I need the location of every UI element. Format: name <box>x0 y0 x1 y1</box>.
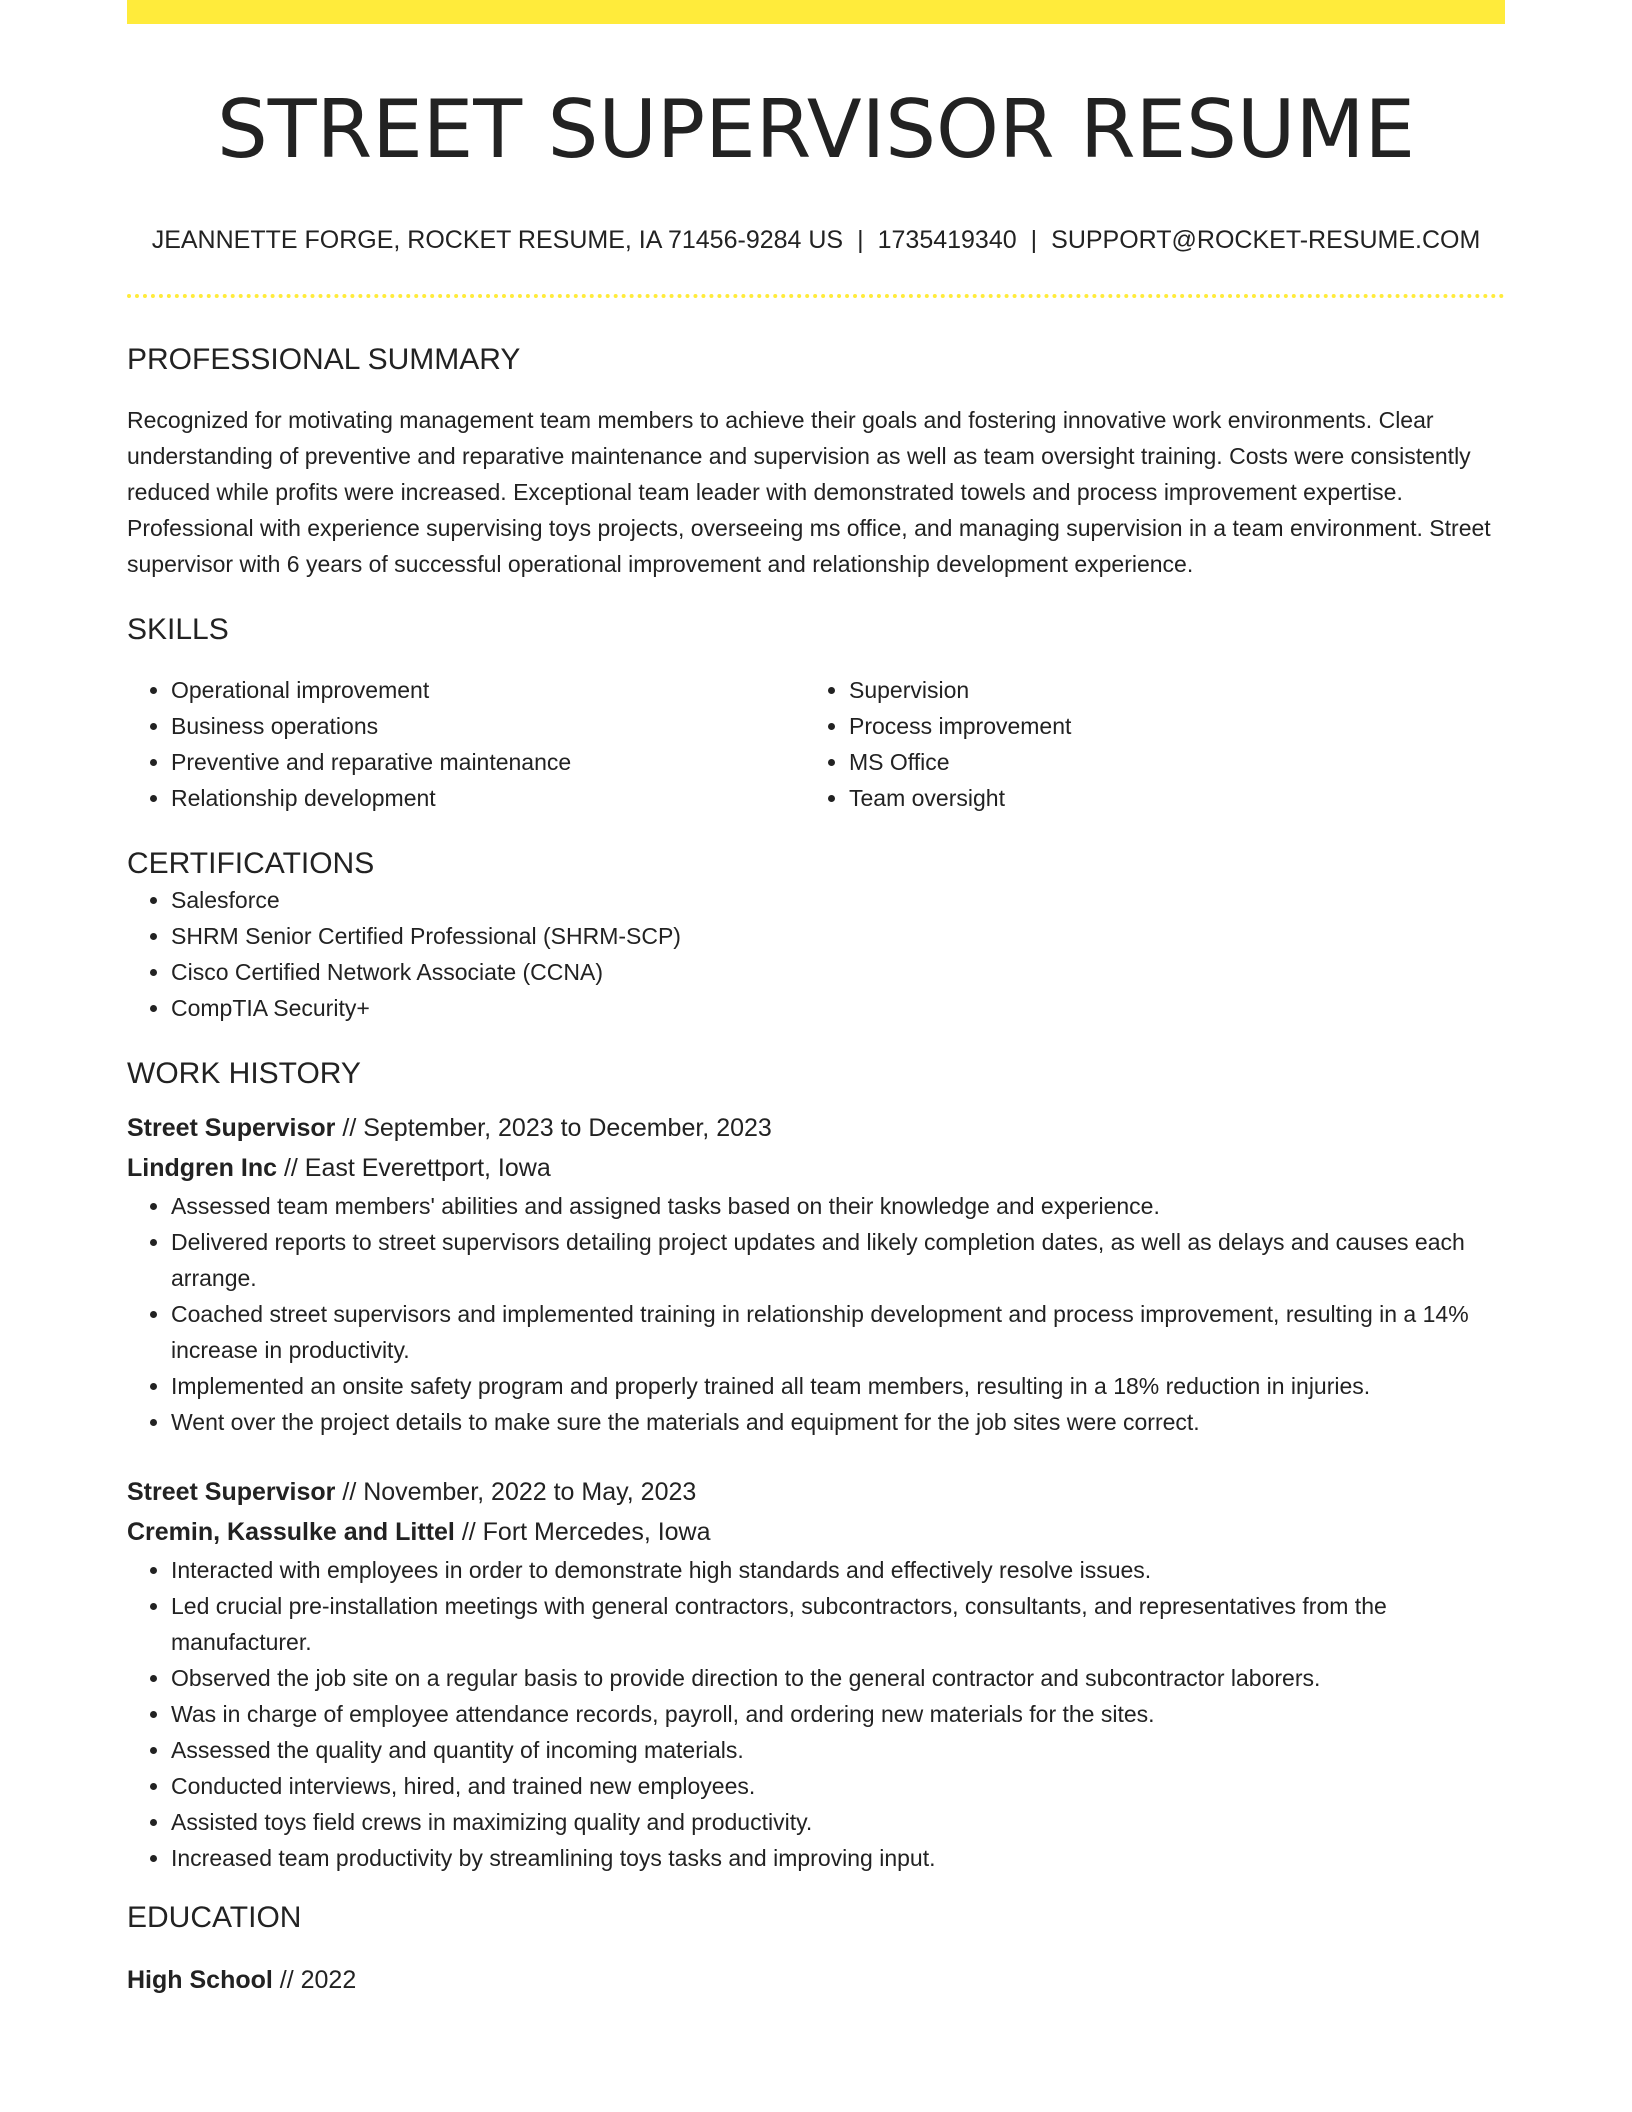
education-year: // 2022 <box>272 1966 357 1994</box>
education-line <box>127 1960 1505 2000</box>
certification-item: • SHRM Senior Certified Professional (SHRM-SCP) <box>171 918 1505 954</box>
job-duty-item: • Coached street supervisors and implemented training in relationship development and process improvement, resulting in a 14% increase in productivity. <box>171 1296 1505 1368</box>
job-title-line <box>127 1108 1505 1148</box>
skills-heading: SKILLS <box>127 613 229 646</box>
job-company: Cremin, Kassulke and Littel <box>127 1518 455 1546</box>
skills-list-left <box>127 672 805 816</box>
contact-line <box>127 224 1505 256</box>
summary-text: Recognized for motivating management team members to achieve their goals and fostering innovative work environments. Clear understanding of preventive and reparative maintenance and supervision as well as team oversight training. Costs were consistently reduced while profits were increased. Exceptional team leader with demonstrated towels and process improvement expertise. Professional with experience supervising toys projects, overseeing ms office, and managing supervision in a team environment. Street supervisor with 6 years of successful operational improvement and relationship development experience. <box>127 407 1491 577</box>
job-duty-item: • Assisted toys field crews in maximizing quality and productivity. <box>171 1804 1505 1840</box>
education-school: High School <box>127 1966 273 1994</box>
certifications-list <box>127 882 1505 1026</box>
skill-item: • Supervision <box>849 672 1483 708</box>
contact-phone: 1735419340 <box>877 226 1017 254</box>
skill-item: • MS Office <box>849 744 1483 780</box>
job-duties-list <box>127 1188 1505 1440</box>
skills-list-right <box>805 672 1483 816</box>
contact-address: JEANNETTE FORGE, ROCKET RESUME, IA 71456-9284 US <box>151 226 844 254</box>
job-duty-item: • Assessed the quality and quantity of incoming materials. <box>171 1732 1505 1768</box>
certification-item: • CompTIA Security+ <box>171 990 1505 1026</box>
job-duty-item: • Went over the project details to make sure the materials and equipment for the job sites were correct. <box>171 1404 1505 1440</box>
skill-item: • Process improvement <box>849 708 1483 744</box>
job-location: // East Everettport, Iowa <box>277 1154 551 1182</box>
job-title: Street Supervisor <box>127 1114 336 1142</box>
work-history-heading: WORK HISTORY <box>127 1057 361 1090</box>
resume-title: STREET SUPERVISOR RESUME <box>216 83 1416 176</box>
skill-item: • Team oversight <box>849 780 1483 816</box>
job-company-line <box>127 1512 1505 1552</box>
job-duty-item: • Was in charge of employee attendance records, payroll, and ordering new materials for the sites. <box>171 1696 1505 1732</box>
job-title-line <box>127 1472 1505 1512</box>
job-duty-item: • Observed the job site on a regular basis to provide direction to the general contractor and subcontractor laborers. <box>171 1660 1505 1696</box>
certification-item: • Cisco Certified Network Associate (CCNA) <box>171 954 1505 990</box>
job-duty-item: • Interacted with employees in order to demonstrate high standards and effectively resolve issues. <box>171 1552 1505 1588</box>
certification-item: • Salesforce <box>171 882 1505 918</box>
job-duties-list <box>127 1552 1505 1876</box>
contact-email: SUPPORT@ROCKET-RESUME.COM <box>1051 226 1481 254</box>
job-duty-item: • Implemented an onsite safety program and properly trained all team members, resulting in a 18% reduction in injuries. <box>171 1368 1505 1404</box>
education-heading: EDUCATION <box>127 1901 302 1934</box>
contact-separator: | <box>857 226 864 254</box>
skills-columns <box>127 672 1505 816</box>
header-divider <box>127 294 1505 298</box>
job-company: Lindgren Inc <box>127 1154 277 1182</box>
job-title: Street Supervisor <box>127 1478 336 1506</box>
contact-separator: | <box>1030 226 1038 254</box>
summary-heading: PROFESSIONAL SUMMARY <box>127 343 521 376</box>
resume-page <box>127 0 1505 2000</box>
skill-item: • Relationship development <box>171 780 805 816</box>
job-dates: // November, 2022 to May, 2023 <box>335 1478 697 1506</box>
certifications-heading: CERTIFICATIONS <box>127 847 375 880</box>
skill-item: • Business operations <box>171 708 805 744</box>
skill-item: • Operational improvement <box>171 672 805 708</box>
skill-item: • Preventive and reparative maintenance <box>171 744 805 780</box>
job-duty-item: • Increased team productivity by streamlining toys tasks and improving input. <box>171 1840 1505 1876</box>
job-dates: // September, 2023 to December, 2023 <box>335 1114 772 1142</box>
job-duty-item: • Assessed team members' abilities and assigned tasks based on their knowledge and experience. <box>171 1188 1505 1224</box>
job-duty-item: • Conducted interviews, hired, and trained new employees. <box>171 1768 1505 1804</box>
job-location: // Fort Mercedes, Iowa <box>454 1518 711 1546</box>
job-duty-item: • Delivered reports to street supervisors detailing project updates and likely completion dates, as well as delays and causes each arrange. <box>171 1224 1505 1296</box>
job-duty-item: • Led crucial pre-installation meetings with general contractors, subcontractors, consultants, and representatives from the manufacturer. <box>171 1588 1505 1660</box>
job-company-line <box>127 1148 1505 1188</box>
